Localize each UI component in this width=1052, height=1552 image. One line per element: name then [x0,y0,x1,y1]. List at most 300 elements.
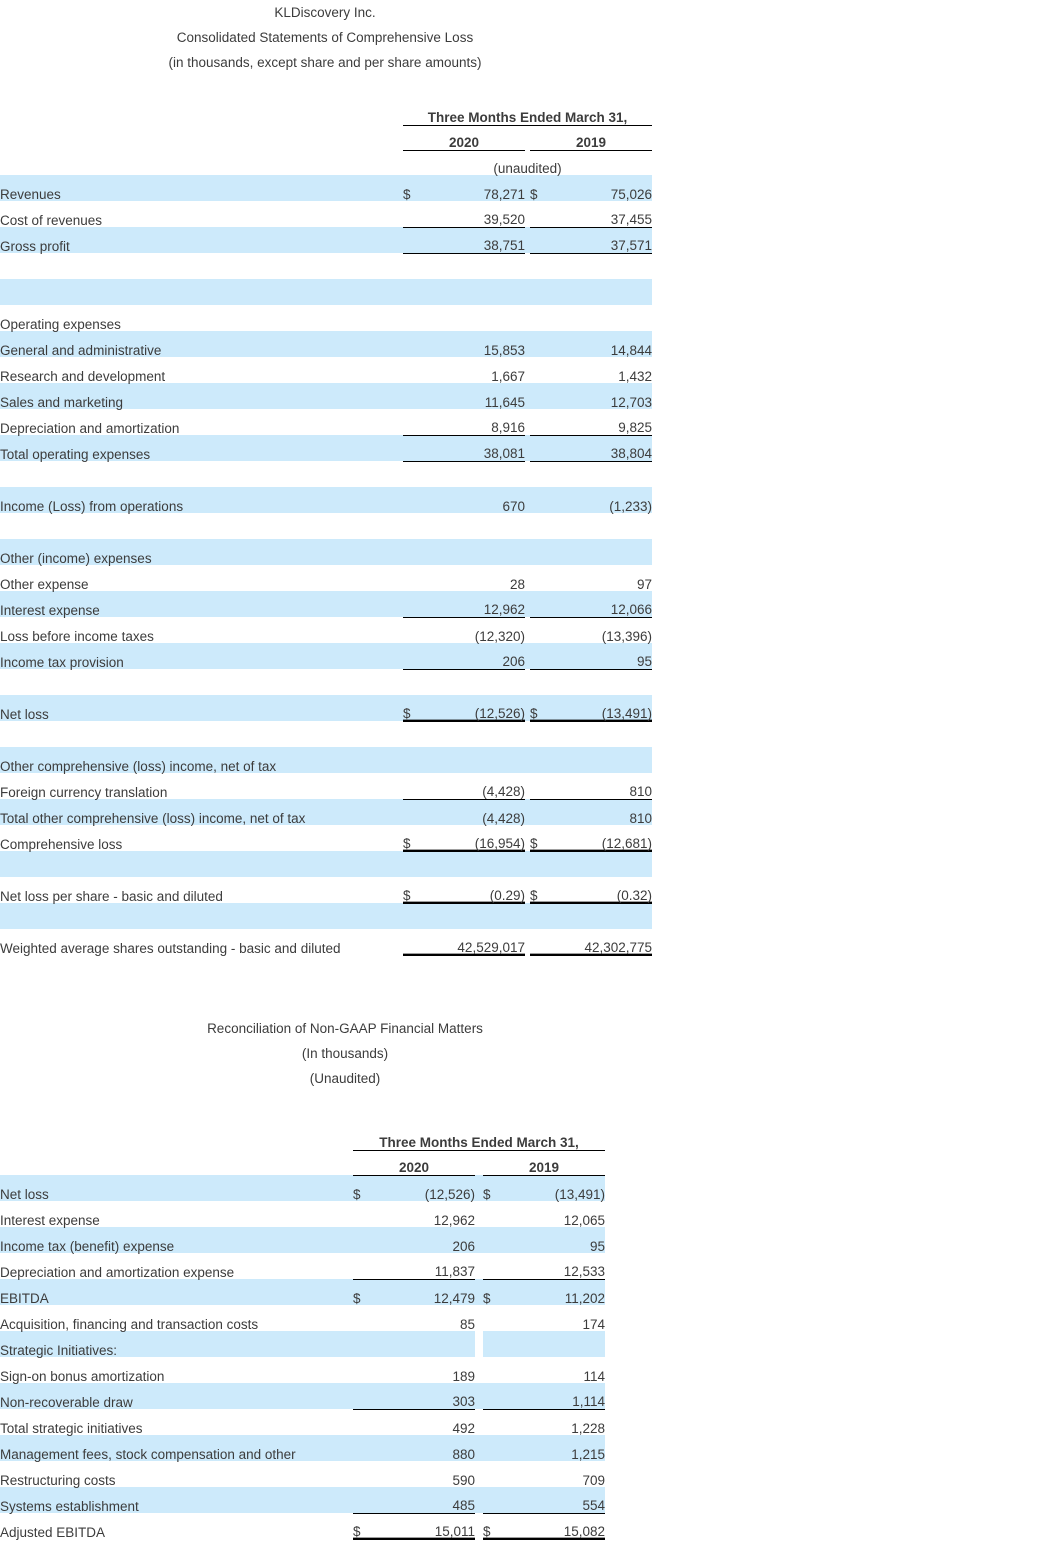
row-value-2019 [552,669,652,695]
row-currency-2019 [530,929,552,955]
row-value-2019: 1,432 [618,368,653,384]
row-value-2019: 12,065 [563,1212,606,1228]
table-row [0,1487,605,1513]
row-value-2019: 14,844 [552,331,652,357]
row-value-2020: 1,667 [491,368,525,384]
row-currency-2020 [403,747,425,773]
row-label: General and administrative [0,331,403,357]
row-currency-2019 [530,565,552,591]
row-currency-2020 [403,903,425,929]
row-currency-2019: $ [483,1513,505,1539]
row-label: Income tax provision [0,643,403,669]
header-year-2019: 2019 [530,125,652,150]
row-currency-2019 [530,903,552,929]
row-currency-2019 [530,539,552,565]
row-value-2019: 810 [552,773,652,799]
row-label: EBITDA [0,1279,353,1305]
row-currency-2020 [403,383,425,409]
row-label: Total other comprehensive (loss) income, net of tax [0,799,403,825]
row-currency-2020 [353,1253,375,1279]
row-currency-2020 [403,253,425,279]
row-currency-2020 [403,201,425,227]
header-spacer [0,1125,353,1150]
row-value-2019 [552,513,652,539]
table-row [0,279,652,305]
row-column-gap [475,1227,483,1253]
row-currency-2020 [403,721,425,747]
row-currency-2019 [483,1487,505,1513]
row-label [0,513,403,539]
row-currency-2019 [530,227,552,253]
row-value-2020: 38,751 [425,227,525,253]
row-value-2019: 37,455 [552,201,652,227]
row-currency-2020 [403,773,425,799]
table-row [0,773,652,799]
row-currency-2020 [403,331,425,357]
row-currency-2019 [530,799,552,825]
table-row [0,1331,605,1357]
row-currency-2019 [483,1331,505,1357]
row-label [0,903,403,929]
row-value-2020: (4,428) [425,799,525,825]
row-column-gap [475,1435,483,1461]
row-currency-2019 [530,513,552,539]
row-value-2020: 303 [375,1383,475,1409]
row-currency-2019 [483,1253,505,1279]
row-value-2020: (12,526) [425,695,525,721]
row-value-2019: 709 [582,1472,606,1488]
row-label: Net loss per share - basic and diluted [0,888,223,904]
table-row [0,1383,605,1409]
row-currency-2020 [403,669,425,695]
row-currency-2019 [483,1409,505,1435]
row-label [0,669,403,695]
row-value-2019: 12,066 [552,591,652,617]
row-label: Net loss [0,695,403,721]
row-currency-2019 [530,201,552,227]
row-value-2019: 810 [552,799,652,825]
row-currency-2020 [403,227,425,253]
row-value-2019: 1,114 [505,1383,605,1409]
header-col-gap [475,1150,483,1175]
row-currency-2020 [353,1487,375,1513]
table-row [0,357,652,383]
table-row [0,825,652,851]
row-currency-2019 [530,409,552,435]
header-spacer [0,125,403,150]
header-spacer [0,1150,353,1175]
row-value-2019: 12,703 [552,383,652,409]
table-row [0,1175,605,1201]
row-value-2020 [425,747,525,773]
row-value-2020: 28 [509,576,525,592]
row-label [0,461,403,487]
row-value-2019: (13,491) [505,1175,605,1201]
row-value-2020 [425,461,525,487]
row-value-2019 [552,305,652,331]
table-row [0,201,652,227]
row-currency-2020 [403,435,425,461]
row-currency-2019 [530,851,552,877]
table-row [0,669,652,695]
table-row [0,643,652,669]
table-row [0,331,652,357]
row-value-2020: 42,529,017 [425,929,525,955]
row-currency-2019 [530,617,552,643]
row-value-2019: 15,082 [505,1513,605,1539]
row-value-2020: 12,479 [375,1279,475,1305]
row-value-2020 [375,1331,475,1357]
row-value-2020 [425,253,525,279]
row-currency-2019: $ [530,175,552,201]
row-currency-2019 [530,669,552,695]
row-value-2020: 189 [452,1368,475,1384]
statement1-name: Consolidated Statements of Comprehensive Loss [176,30,474,45]
header-spacer [0,100,403,125]
row-value-2019 [552,851,652,877]
row-label: Management fees, stock compensation and other [0,1435,353,1461]
row-value-2020: 39,520 [425,201,525,227]
row-currency-2020 [403,409,425,435]
table-row [0,1409,605,1435]
row-value-2020: 670 [425,487,525,513]
row-value-2020: 485 [375,1487,475,1513]
row-label: Income tax (benefit) expense [0,1227,353,1253]
row-currency-2020 [403,279,425,305]
row-value-2020 [425,513,525,539]
table-row [0,591,652,617]
row-value-2019: 97 [636,576,653,592]
table-row [0,799,652,825]
row-label: Interest expense [0,591,403,617]
row-currency-2019 [530,721,552,747]
row-currency-2020 [403,565,425,591]
table-header-period-row [0,1125,605,1150]
row-value-2019: (1,233) [552,487,652,513]
table-row [0,851,652,877]
row-currency-2020 [353,1357,375,1383]
row-currency-2019 [483,1383,505,1409]
row-value-2020: 12,962 [433,1212,475,1228]
row-value-2020: 206 [425,643,525,669]
row-currency-2020 [403,799,425,825]
row-value-2020: 85 [459,1316,475,1332]
non-gaap-reconciliation-table [0,1125,605,1540]
table-row [0,1227,605,1253]
row-currency-2019 [530,331,552,357]
row-value-2019 [552,279,652,305]
row-currency-2020 [403,539,425,565]
table-row [0,565,652,591]
row-value-2019 [505,1331,605,1357]
row-currency-2019 [483,1435,505,1461]
table-row [0,877,652,903]
row-value-2020 [425,851,525,877]
row-column-gap [475,1357,483,1383]
row-label: Interest expense [0,1212,100,1228]
row-column-gap [475,1331,483,1357]
row-currency-2019 [530,435,552,461]
table-row [0,1357,605,1383]
row-currency-2020 [353,1383,375,1409]
row-column-gap [475,1175,483,1201]
row-currency-2019 [530,591,552,617]
row-currency-2020 [403,591,425,617]
row-value-2019: (13,396) [601,628,653,644]
table-header-year-row [0,1150,605,1175]
table-row [0,903,652,929]
row-column-gap [475,1201,483,1227]
row-value-2019: 174 [582,1316,606,1332]
row-currency-2020: $ [403,877,425,903]
table-row [0,435,652,461]
table-row [0,227,652,253]
table-header-note-row [0,150,652,175]
row-value-2020: 15,011 [375,1513,475,1539]
row-label: Revenues [0,175,403,201]
statement1-title-block [0,6,650,81]
row-value-2019: 554 [505,1487,605,1513]
row-value-2019: (13,491) [552,695,652,721]
header-period-label: Three Months Ended March 31, [403,100,652,125]
row-currency-2020 [353,1461,375,1487]
table-header-period-row [0,100,652,125]
row-column-gap [475,1279,483,1305]
row-value-2019 [552,747,652,773]
row-label: Other comprehensive (loss) income, net of tax [0,747,403,773]
table-row [0,175,652,201]
row-value-2019 [552,253,652,279]
row-currency-2020 [353,1409,375,1435]
row-value-2020: 11,645 [425,383,525,409]
row-value-2019: 42,302,775 [552,929,652,955]
row-value-2020: 11,837 [375,1253,475,1279]
table-row [0,305,652,331]
row-label: Other (income) expenses [0,539,403,565]
row-currency-2019: $ [530,877,552,903]
row-currency-2019 [530,643,552,669]
row-currency-2020: $ [403,825,425,851]
row-value-2020 [425,539,525,565]
row-currency-2020: $ [353,1175,375,1201]
row-currency-2019 [530,253,552,279]
row-value-2019 [552,539,652,565]
row-value-2020: 880 [375,1435,475,1461]
row-value-2019 [552,903,652,929]
table-row [0,1435,605,1461]
row-currency-2019 [530,747,552,773]
row-value-2020: 78,271 [425,175,525,201]
row-value-2020: (12,320) [474,628,525,644]
row-value-2019: 95 [505,1227,605,1253]
statement2-units-note: (In thousands) [301,1046,389,1061]
row-label: Operating expenses [0,316,121,332]
header-audit-note: (unaudited) [493,160,562,176]
row-value-2020: 12,962 [425,591,525,617]
row-value-2019: 9,825 [552,409,652,435]
row-column-gap [475,1409,483,1435]
table-row [0,1201,605,1227]
row-currency-2020 [403,643,425,669]
row-column-gap [475,1513,483,1539]
row-label: Restructuring costs [0,1472,116,1488]
row-currency-2020 [403,461,425,487]
table-row [0,253,652,279]
row-value-2020 [425,279,525,305]
row-value-2019: 37,571 [552,227,652,253]
row-label: Total operating expenses [0,435,403,461]
row-value-2020: (16,954) [425,825,525,851]
table-row [0,409,652,435]
row-value-2020: (4,428) [425,773,525,799]
row-label [0,721,403,747]
row-label: Other expense [0,576,89,592]
row-currency-2020 [353,1227,375,1253]
row-value-2020: (12,526) [375,1175,475,1201]
table-row [0,617,652,643]
row-label: Non-recoverable draw [0,1383,353,1409]
table-row [0,539,652,565]
row-label: Research and development [0,368,166,384]
table-row [0,695,652,721]
row-currency-2020 [403,513,425,539]
table-row [0,747,652,773]
row-label: Total strategic initiatives [0,1420,143,1436]
row-label [0,851,403,877]
table-row [0,1279,605,1305]
row-label: Comprehensive loss [0,836,123,852]
table-row [0,1461,605,1487]
row-value-2019: (12,681) [552,825,652,851]
header-year-2020: 2020 [353,1150,475,1175]
row-value-2019: (0.32) [552,877,652,903]
row-label: Net loss [0,1175,353,1201]
row-value-2019: 38,804 [552,435,652,461]
statement2-title-block [0,1022,690,1097]
row-value-2019: 75,026 [552,175,652,201]
row-currency-2019 [483,1461,505,1487]
row-currency-2020 [403,929,425,955]
row-value-2019: 95 [552,643,652,669]
row-label: Strategic Initiatives: [0,1331,353,1357]
row-currency-2019 [530,357,552,383]
row-currency-2020 [403,851,425,877]
row-currency-2020: $ [403,695,425,721]
row-currency-2019 [483,1201,505,1227]
table-row [0,383,652,409]
row-label: Foreign currency translation [0,784,168,800]
row-currency-2019 [530,487,552,513]
row-column-gap [475,1305,483,1331]
row-value-2020: 590 [452,1472,475,1488]
row-label: Weighted average shares outstanding - basic and diluted [0,940,341,956]
row-value-2020 [425,305,525,331]
row-column-gap [475,1253,483,1279]
row-value-2019 [552,721,652,747]
row-column-gap [475,1383,483,1409]
row-value-2020: 206 [375,1227,475,1253]
consolidated-statements-table [0,100,652,956]
row-value-2019: 114 [583,1368,606,1384]
row-label: Loss before income taxes [0,628,154,644]
row-value-2020: (0.29) [425,877,525,903]
row-value-2020: 492 [452,1420,475,1436]
table-row [0,721,652,747]
row-label: Sales and marketing [0,383,403,409]
row-currency-2020 [403,357,425,383]
table-row [0,487,652,513]
row-currency-2019: $ [483,1279,505,1305]
row-currency-2020: $ [353,1279,375,1305]
row-currency-2019 [530,305,552,331]
table-row [0,1305,605,1331]
header-year-2020: 2020 [403,125,525,150]
row-currency-2019 [483,1227,505,1253]
statement2-audit-note: (Unaudited) [309,1071,381,1086]
table-row [0,513,652,539]
row-currency-2020 [353,1435,375,1461]
table-row [0,929,652,955]
row-label: Cost of revenues [0,212,103,228]
header-spacer [0,150,403,175]
row-value-2019: 1,215 [505,1435,605,1461]
row-label [0,253,403,279]
table-row [0,1253,605,1279]
row-currency-2019 [483,1357,505,1383]
row-currency-2020 [353,1331,375,1357]
row-column-gap [475,1461,483,1487]
row-currency-2020: $ [353,1513,375,1539]
row-currency-2020 [403,487,425,513]
row-value-2019: 11,202 [505,1279,605,1305]
row-currency-2019 [530,279,552,305]
header-period-label: Three Months Ended March 31, [353,1125,605,1150]
row-label: Depreciation and amortization [0,420,180,436]
row-value-2020 [425,669,525,695]
row-currency-2019: $ [530,825,552,851]
table-header-year-row [0,125,652,150]
row-value-2019 [552,461,652,487]
row-currency-2019: $ [483,1175,505,1201]
row-value-2020 [425,903,525,929]
row-value-2020: 38,081 [425,435,525,461]
row-label: Gross profit [0,227,403,253]
row-currency-2019 [530,383,552,409]
row-currency-2020 [353,1305,375,1331]
row-label: Adjusted EBITDA [0,1524,106,1540]
row-label: Systems establishment [0,1487,353,1513]
row-currency-2019 [530,773,552,799]
table-row [0,1513,605,1539]
row-currency-2019 [530,461,552,487]
row-currency-2020 [403,617,425,643]
row-label [0,279,403,305]
header-year-2019: 2019 [483,1150,605,1175]
row-value-2019: 12,533 [505,1253,605,1279]
row-currency-2020 [403,305,425,331]
row-label: Depreciation and amortization expense [0,1264,235,1280]
row-value-2020 [425,721,525,747]
statement1-units-note: (in thousands, except share and per share amounts) [168,55,482,70]
company-name: KLDiscovery Inc. [274,5,376,20]
row-currency-2020 [353,1201,375,1227]
row-currency-2020: $ [403,175,425,201]
row-label: Acquisition, financing and transaction costs [0,1316,259,1332]
row-label: Sign-on bonus amortization [0,1368,165,1384]
row-column-gap [475,1487,483,1513]
statement2-name: Reconciliation of Non-GAAP Financial Matters [207,1021,483,1036]
row-value-2019: 1,228 [571,1420,606,1436]
